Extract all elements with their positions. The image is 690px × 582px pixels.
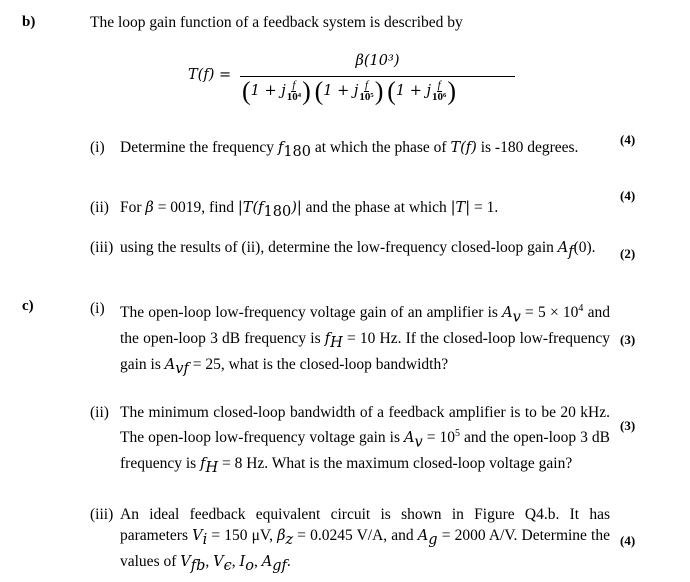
mark-b-i: (4): [620, 132, 636, 147]
question-b-ii: (ii) For β = 0019, find $|T(f_{180})|$ and the phase at which |T| = 1.: [90, 199, 499, 221]
mark-c-ii: (3): [620, 418, 636, 433]
question-c-ii: (ii) The minimum closed-loop bandwidth of a feedback amplifier is to be 20 kHz. The open-loop low-frequency voltage gain is $A_v = 10^5$ and the open-loop 3 dB frequency is $f_H = 8$ Hz. What is the maximum closed-loop voltage gain?: [90, 404, 611, 477]
question-c-iii: (iii) An ideal feedback equivalent circuit is shown in Figure Q4.b. It has parameters $V_i = 150$ μV, $\beta_z = 0.0245$ V/A, and $A_g = 2000$ A/V. Determine the values of $V_{fb}$, $V_\epsilon$, $I_o$, $A_{gf}$.: [90, 506, 610, 575]
factor-1: (1 + j $\frac{f}{\text{10⁴}}$ ): [242, 76, 311, 106]
question-c-i: (i) The open-loop low-frequency voltage gain of an amplifier is $A_v = 5 \times 10^4$ and the open-loop 3 dB frequency is $f_H = 10$ Hz. If the closed-loop low-frequency gain is $A_{vf} = 25$, what is the closed-loop bandwidth?: [90, 300, 610, 378]
question-b-iii: (iii) using the results of (ii), determine the low-frequency closed-loop gain $A_f(0)$.: [90, 239, 596, 261]
equation-lhs: T(f) =: [188, 67, 232, 83]
mark-b-iii: (2): [620, 246, 636, 261]
factor-2: (1 + j $\frac{f}{\text{10⁵}}$ ): [314, 76, 384, 106]
factor-3: (1 + j $\frac{f}{\text{10⁶}}$ ): [387, 76, 456, 106]
mark-c-i: (3): [620, 332, 636, 347]
part-b-label: b): [22, 14, 36, 30]
question-b-i: (i) Determine the frequency $f_{180}$ at which the phase of T(f) is -180 degrees.: [90, 139, 579, 161]
mark-b-ii: (4): [620, 188, 636, 203]
part-b-intro: The loop gain function of a feedback system is described by: [90, 14, 463, 31]
equation-denominator: [242, 76, 456, 106]
equation-numerator: β(10³): [355, 53, 400, 69]
part-c-label: c): [22, 298, 34, 314]
mark-c-iii: (4): [620, 533, 636, 548]
